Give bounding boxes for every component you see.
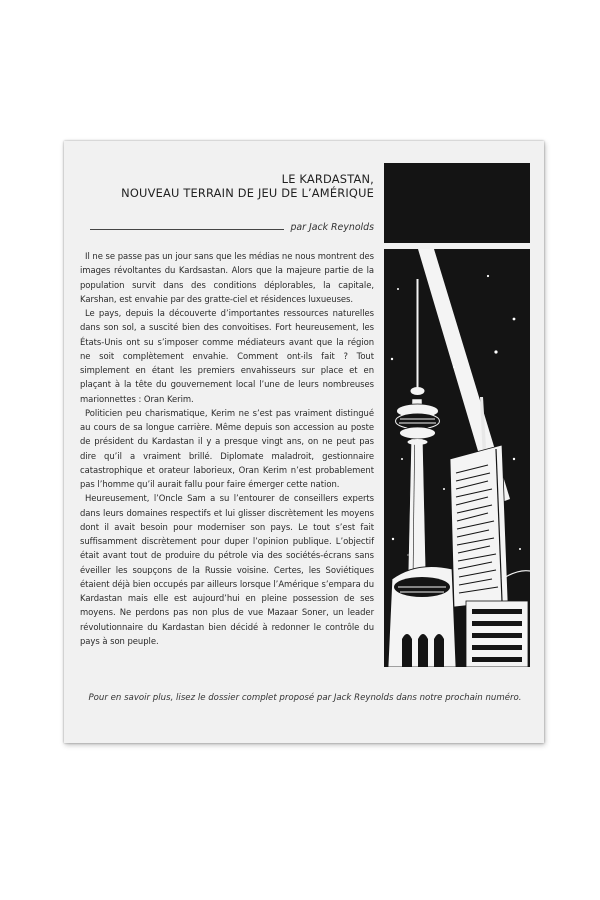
article-body xyxy=(80,249,374,648)
paragraph: Il ne se passe pas un jour sans que les médias ne nous montrent des images révoltantes du Kardsastan. Alors que la majeure partie de la population survit dans des conditions déplorables, la capitale, Karshan, est envahie par des gratte-ciel et résidences luxueuses. xyxy=(80,251,374,304)
city-skyline-illustration xyxy=(384,249,530,667)
footer-note: Pour en savoir plus, lisez le dossier complet proposé par Jack Reynolds dans notre prochain numéro. xyxy=(88,693,522,703)
magazine-page xyxy=(64,141,544,743)
paragraph: Heureusement, l’Oncle Sam a su l’entourer de conseillers experts dans leurs domaines respectifs et lui glisser discrètement les moyens dont il avait besoin pour moderniser son pays. Le tout s’est fait suffisamment discrètement pour duper l’opinion publique. L’objectif était avant tout de produire du pétrole via des sociétés-écrans sans éveiller les soupçons de la Russie voisine. Certes, les Soviétiques étaient déjà bien occupés par ailleurs lorsque l’Amérique s’empara du Kardastan mais elle est aujourd’hui en pleine possession de ses moyens. Ne perdons pas non plus de vue Mazaar Soner, un leader révolutionnaire du Kardastan bien décidé à redonner le contrôle du pays à son peuple. xyxy=(80,493,374,646)
article-title xyxy=(54,173,374,200)
paragraph: Le pays, depuis la découverte d’importantes ressources naturelles dans son sol, a suscité bien des convoitises. Fort heureusement, les États-Unis ont su s’imposer comme médiateurs avant que la région ne soit complètement envahie. Comment ont-ils fait ? Tout simplement en étant les premiers envahisseurs sur place et en plaçant à la tête du gouvernement local l’une de leurs nombreuses marionnettes : Oran Kerim. xyxy=(80,308,374,404)
article-title-line-1: LE KARDASTAN, xyxy=(281,172,374,186)
paragraph: Politicien peu charismatique, Kerim ne s’est pas vraiment distingué au cours de sa longue carrière. Même depuis son accession au poste de président du Kardastan il y a presque vingt ans, on ne peut pas dire qu’il a vraiment brillé. Diplomate maladroit, gestionnaire catastrophique et orateur laborieux, Oran Kerim n’est probablement pas l’homme qu’il aurait fallu pour faire émerger cette nation. xyxy=(80,407,374,489)
black-header-block xyxy=(384,163,530,243)
article-title-line-2: NOUVEAU TERRAIN DE JEU DE L’AMÉRIQUE xyxy=(121,185,374,200)
byline: par Jack Reynolds xyxy=(290,222,374,233)
byline-rule xyxy=(90,229,284,230)
